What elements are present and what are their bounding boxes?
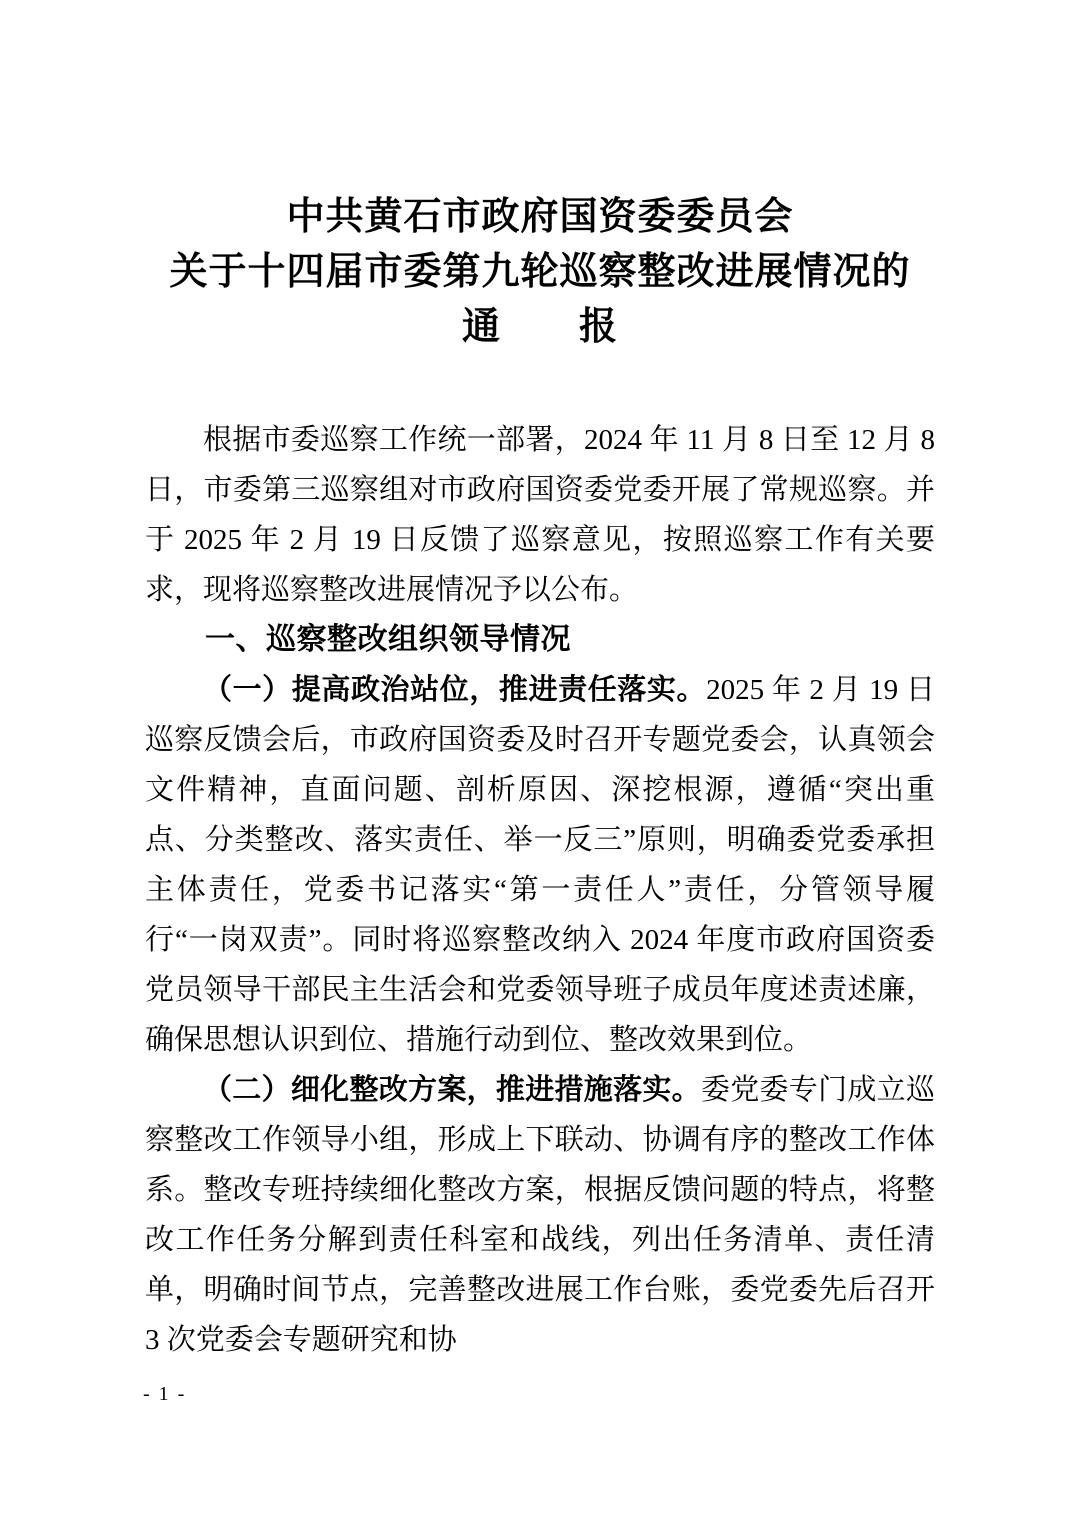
paragraph-1-body: 2025 年 2 月 19 日巡察反馈会后，市政府国资委及时召开专题党委会，认真领会文件精神，直面问题、剖析原因、深挖根源，遵循“突出重点、分类整改、落实责任、举一反三”原则，明确委党委承担主体责任，党委书记落实“第一责任人”责任，分管领导履行“一岗双责”。同时将巡察整改纳入 2024 年度市政府国资委党员领导干部民主生活会和党委领导班子成员年度述责述廉，确保思想认识到位、措施行动到位、整改效果到位。 <box>145 674 935 1056</box>
paragraph-1-lead: （一）提高政治站位，推进责任落实。 <box>203 674 707 706</box>
paragraph-2-body: 委党委专门成立巡察整改工作领导小组，形成上下联动、协调有序的整改工作体系。整改专班持续细化整改方案，根据反馈问题的特点，将整改工作任务分解到责任科室和战线，列出任务清单、责任清单，明确时间节点，完善整改进展工作台账，委党委先后召开 3 次党委会专题研究和协 <box>145 1074 935 1356</box>
document-content <box>145 190 935 1365</box>
intro-paragraph: 根据市委巡察工作统一部署，2024 年 11 月 8 日至 12 月 8 日，市委第三巡察组对市政府国资委党委开展了常规巡察。并于 2025 年 2 月 19 日反馈了巡察意见，按照巡察工作有关要求，现将巡察整改进展情况予以公布。 <box>145 424 935 606</box>
document-title-line-3: 通 报 <box>461 306 618 348</box>
paragraph-2-lead: （二）细化整改方案，推进措施落实。 <box>203 1074 701 1106</box>
document-body <box>145 415 935 1365</box>
paragraph-1 <box>145 665 935 1065</box>
section-heading-1: 一、巡察整改组织领导情况 <box>205 623 571 656</box>
document-title-line-2: 关于十四届市委第九轮巡察整改进展情况的 <box>169 251 911 293</box>
document-title-line-1: 中共黄石市政府国资委委员会 <box>286 196 794 238</box>
paragraph-2 <box>145 1065 935 1365</box>
page-number: - 1 - <box>143 1383 187 1405</box>
document-title <box>145 190 935 355</box>
